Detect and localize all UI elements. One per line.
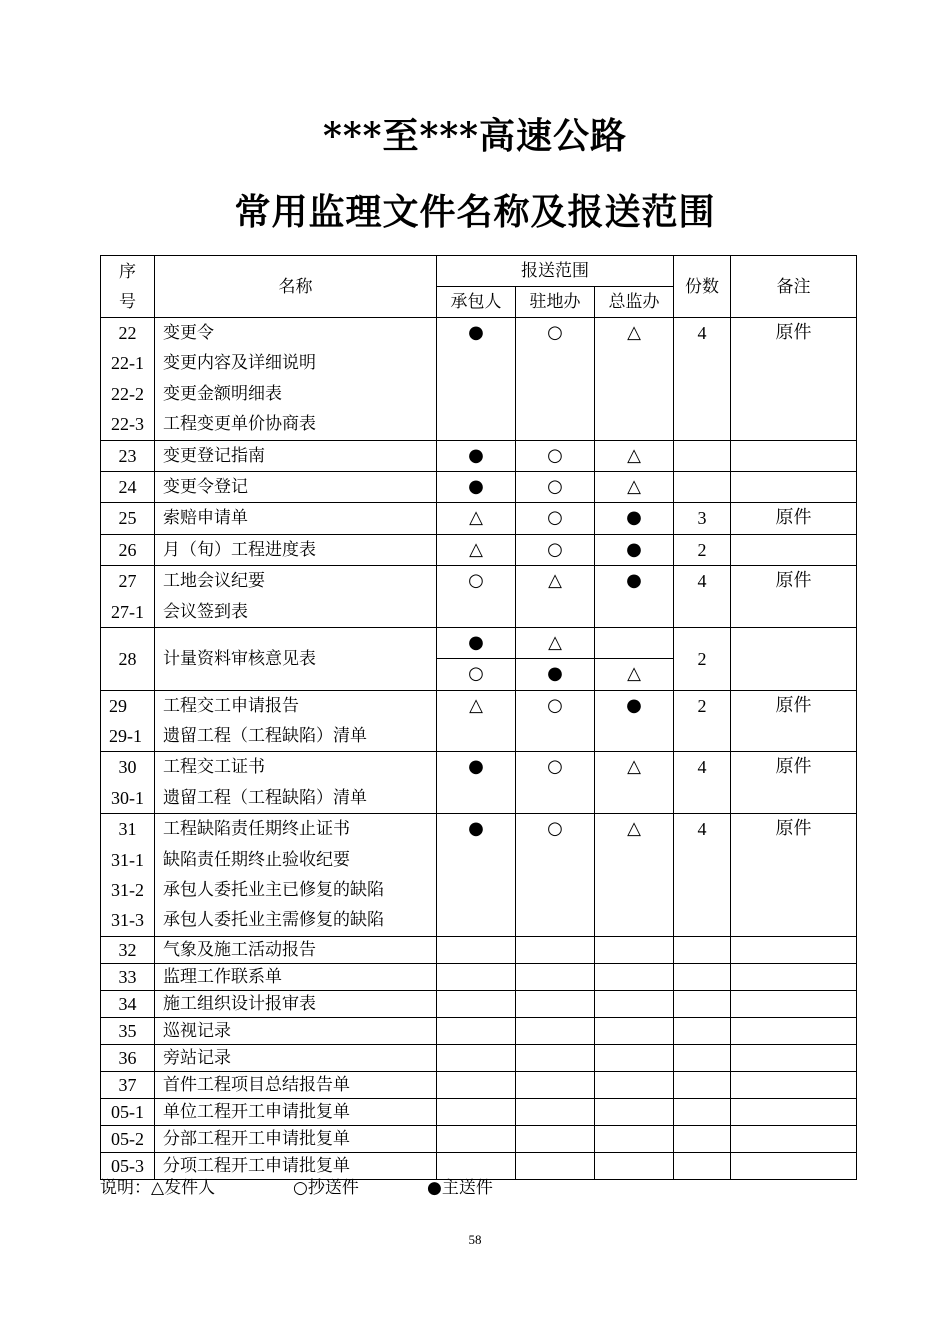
contractor-mark: [437, 690, 516, 752]
copies-value: 4: [697, 571, 707, 592]
remark: [731, 1125, 857, 1152]
contractor-mark: [437, 471, 516, 502]
chief-office-mark: [595, 627, 674, 658]
table-row: [101, 1071, 857, 1098]
copies: [674, 1044, 731, 1071]
chief-office-mark-value: ●: [626, 538, 642, 560]
contractor-mark-value: △: [469, 538, 483, 560]
resident-office-mark-value: ○: [547, 538, 563, 560]
chief-office-mark: [595, 1152, 674, 1179]
document-name: [155, 1017, 437, 1044]
row-number-text: 30: [118, 757, 137, 778]
header-seq-line2: 号: [119, 291, 136, 312]
remark: [731, 534, 857, 565]
document-name-text: 月（旬）工程进度表: [163, 539, 316, 560]
document-name: [155, 440, 437, 471]
resident-office-mark-value: ○: [547, 694, 563, 716]
row-number-text: 27: [118, 571, 137, 592]
row-number-text: 25: [118, 508, 137, 529]
chief-office-mark: [595, 814, 674, 937]
document-name-text: 承包人委托业主已修复的缺陷: [163, 880, 384, 901]
document-name-text: 承包人委托业主需修复的缺陷: [163, 910, 384, 931]
document-name-text: 缺陷责任期终止验收纪要: [163, 849, 350, 870]
resident-office-mark-value: ○: [547, 475, 563, 497]
resident-office-mark-value: ●: [547, 663, 563, 685]
document-name-text: 索赔申请单: [163, 508, 248, 529]
row-number-text: 32: [118, 939, 137, 960]
resident-office-mark: [516, 963, 595, 990]
remark-value: [731, 472, 856, 502]
chief-office-mark: [595, 1017, 674, 1044]
resident-office-mark: [516, 752, 595, 814]
resident-office-mark-value: ○: [547, 507, 563, 529]
chief-office-mark-value: ●: [626, 694, 642, 716]
document-subtitle: 常用监理文件名称及报送范围: [234, 192, 716, 233]
contractor-mark-value: ○: [468, 663, 484, 685]
row-number-text: 05-1: [111, 1101, 144, 1122]
row-number: [101, 752, 155, 814]
resident-office-mark: [516, 936, 595, 963]
copies: [674, 534, 731, 565]
copies: [674, 690, 731, 752]
table-row: [101, 1017, 857, 1044]
document-name-text: 监理工作联系单: [163, 966, 282, 987]
remark-value: [731, 535, 856, 565]
row-number-text: 22-3: [111, 414, 144, 435]
table-row: [101, 936, 857, 963]
chief-office-mark-value: △: [627, 475, 641, 497]
chief-office-mark: [595, 963, 674, 990]
copies-value: 2: [697, 539, 707, 560]
legend-sender: △发件人: [151, 1178, 216, 1198]
document-name-text: 变更内容及详细说明: [163, 353, 316, 374]
contractor-mark-value: △: [469, 507, 483, 529]
copies: [674, 1071, 731, 1098]
copies: [674, 1152, 731, 1179]
legend: [100, 1175, 493, 1201]
document-name-text: 工地会议纪要: [163, 571, 265, 592]
contractor-mark: [437, 659, 516, 690]
remark: [731, 936, 857, 963]
header-seq: [101, 256, 155, 318]
chief-office-mark: [595, 534, 674, 565]
document-name-text: 巡视记录: [163, 1020, 231, 1041]
chief-office-mark-value: △: [627, 663, 641, 685]
document-name-text: 变更金额明细表: [163, 383, 282, 404]
row-number-text: 33: [118, 966, 137, 987]
contractor-mark: [437, 534, 516, 565]
resident-office-mark: [516, 627, 595, 658]
document-name: [155, 627, 437, 690]
document-name-text: 单位工程开工申请批复单: [163, 1101, 350, 1122]
chief-office-mark: [595, 1098, 674, 1125]
document-name-text: 遗留工程（工程缺陷）清单: [163, 787, 367, 808]
header-scope: 报送范围: [437, 256, 674, 287]
remark: [731, 690, 857, 752]
remark: [731, 318, 857, 441]
resident-office-mark: [516, 318, 595, 441]
document-name-text: 变更令: [163, 323, 214, 343]
chief-office-mark: [595, 318, 674, 441]
document-name-text: 气象及施工活动报告: [163, 939, 316, 960]
resident-office-mark: [516, 534, 595, 565]
row-number: [101, 990, 155, 1017]
resident-office-mark: [516, 1125, 595, 1152]
row-number-text: 27-1: [111, 601, 144, 622]
chief-office-mark-value: △: [627, 756, 641, 778]
contractor-mark-value: ●: [468, 322, 484, 343]
document-name: [155, 503, 437, 534]
remark: [731, 1152, 857, 1179]
header-name: 名称: [155, 256, 437, 318]
remark-value: [731, 644, 856, 674]
contractor-mark: [437, 1098, 516, 1125]
remark: [731, 1071, 857, 1098]
contractor-mark-value: ●: [468, 475, 484, 497]
document-name: [155, 471, 437, 502]
document-name: [155, 1125, 437, 1152]
chief-office-mark-value: ●: [626, 507, 642, 529]
row-number-text: 35: [118, 1020, 137, 1041]
legend-prefix: 说明：: [100, 1178, 151, 1198]
contractor-mark-value: ●: [468, 756, 484, 778]
contractor-mark: [437, 1017, 516, 1044]
chief-office-mark: [595, 566, 674, 628]
table-row: [101, 1098, 857, 1125]
legend-main-recipient: ●主送件: [427, 1178, 493, 1198]
chief-office-mark-value: △: [627, 444, 641, 466]
row-number: [101, 440, 155, 471]
contractor-mark-value: ●: [468, 444, 484, 466]
document-name-text: 施工组织设计报审表: [163, 993, 316, 1014]
contractor-mark: [437, 990, 516, 1017]
resident-office-mark: [516, 1071, 595, 1098]
document-name-text: 旁站记录: [163, 1047, 231, 1068]
row-number: [101, 627, 155, 690]
remark: [731, 1044, 857, 1071]
document-name-text: 分项工程开工申请批复单: [163, 1155, 350, 1176]
row-number-text: 24: [118, 476, 137, 497]
document-name-text: 分部工程开工申请批复单: [163, 1128, 350, 1149]
remark-value: 原件: [775, 694, 812, 716]
chief-office-mark: [595, 471, 674, 502]
resident-office-mark-value: △: [548, 570, 562, 592]
copies: [674, 814, 731, 937]
copies: [674, 440, 731, 471]
document-table: [100, 255, 857, 1180]
row-number-text: 22-1: [111, 353, 144, 374]
contractor-mark: [437, 440, 516, 471]
remark: [731, 566, 857, 628]
table-row: [101, 503, 857, 534]
row-number-text: 22: [118, 323, 137, 343]
resident-office-mark: [516, 471, 595, 502]
document-name-text: 首件工程项目总结报告单: [163, 1074, 350, 1095]
row-number-text: 30-1: [111, 787, 144, 808]
contractor-mark-value: ●: [468, 818, 484, 840]
contractor-mark: [437, 318, 516, 441]
contractor-mark-value: ●: [468, 631, 484, 653]
chief-office-mark-value: △: [627, 818, 641, 840]
resident-office-mark: [516, 440, 595, 471]
copies: [674, 1098, 731, 1125]
row-number: [101, 1044, 155, 1071]
chief-office-mark: [595, 752, 674, 814]
document-name: [155, 1071, 437, 1098]
resident-office-mark-value: ○: [547, 756, 563, 778]
document-name-text: 变更登记指南: [163, 445, 265, 466]
row-number-text: 05-2: [111, 1128, 144, 1149]
remark: [731, 814, 857, 937]
document-name-text: 计量资料审核意见表: [163, 648, 316, 669]
remark: [731, 503, 857, 534]
row-number: [101, 690, 155, 752]
copies: [674, 471, 731, 502]
row-number-text: 29-1: [109, 726, 142, 747]
copies: [674, 1017, 731, 1044]
document-title: ***至***高速公路: [323, 115, 627, 157]
contractor-mark: [437, 566, 516, 628]
row-number: [101, 1017, 155, 1044]
table-row: [101, 534, 857, 565]
copies: [674, 963, 731, 990]
table-row: [101, 566, 857, 628]
contractor-mark: [437, 1044, 516, 1071]
table-row: [101, 471, 857, 502]
document-name: [155, 1044, 437, 1071]
remark: [731, 963, 857, 990]
row-number: [101, 1098, 155, 1125]
contractor-mark: [437, 627, 516, 658]
copies: [674, 752, 731, 814]
copies-value: [674, 472, 730, 502]
contractor-mark-value: ○: [468, 570, 484, 592]
chief-office-mark-value: [595, 628, 673, 658]
document-name: [155, 566, 437, 628]
document-name-text: 工程变更单价协商表: [163, 414, 316, 435]
row-number: [101, 566, 155, 628]
copies: [674, 566, 731, 628]
table-row: [101, 752, 857, 814]
row-number-text: 36: [118, 1047, 137, 1068]
document-name: [155, 1098, 437, 1125]
document-name: [155, 690, 437, 752]
copies-value: [674, 441, 730, 471]
table-row: [101, 318, 857, 441]
copies: [674, 1125, 731, 1152]
remark-value: [731, 441, 856, 471]
remark: [731, 752, 857, 814]
table-row: [101, 814, 857, 937]
document-name-text: 工程缺陷责任期终止证书: [163, 819, 350, 840]
copies-value: 2: [697, 648, 707, 669]
remark-value: 原件: [775, 322, 812, 343]
document-name-text: 变更令登记: [163, 476, 248, 497]
chief-office-mark: [595, 936, 674, 963]
resident-office-mark-value: ○: [547, 818, 563, 840]
contractor-mark: [437, 1125, 516, 1152]
copies: [674, 627, 731, 690]
row-number: [101, 1125, 155, 1152]
table-body: [101, 318, 857, 1180]
chief-office-mark: [595, 1071, 674, 1098]
page-number: 58: [468, 1232, 482, 1247]
chief-office-mark: [595, 1125, 674, 1152]
row-number: [101, 963, 155, 990]
remark: [731, 1098, 857, 1125]
header-seq-line1: 序: [119, 261, 136, 282]
remark-value: 原件: [775, 818, 812, 840]
resident-office-mark: [516, 1044, 595, 1071]
remark: [731, 1017, 857, 1044]
chief-office-mark-value: △: [627, 322, 641, 343]
row-number: [101, 936, 155, 963]
row-number-text: 31-3: [111, 910, 144, 931]
table-row: [101, 690, 857, 752]
document-name-text: 工程交工证书: [163, 757, 265, 778]
resident-office-mark: [516, 690, 595, 752]
row-number-text: 26: [118, 539, 137, 560]
document-name: [155, 318, 437, 441]
remark-value: 原件: [775, 756, 812, 778]
contractor-mark-value: △: [469, 694, 483, 716]
resident-office-mark-value: △: [548, 631, 562, 653]
header-chief-office: 总监办: [595, 287, 674, 318]
table-row: [101, 990, 857, 1017]
row-number: [101, 503, 155, 534]
document-name-text: 工程交工申请报告: [163, 695, 299, 716]
contractor-mark: [437, 936, 516, 963]
resident-office-mark: [516, 990, 595, 1017]
table-row: [101, 1125, 857, 1152]
row-number-text: 22-2: [111, 383, 144, 404]
document-name: [155, 534, 437, 565]
header-row: [101, 256, 857, 287]
resident-office-mark: [516, 659, 595, 690]
copies-value: 4: [697, 819, 707, 840]
row-number-text: 31-2: [111, 880, 144, 901]
row-number: [101, 471, 155, 502]
remark-value: 原件: [775, 507, 812, 529]
table-row: [101, 440, 857, 471]
remark: [731, 627, 857, 690]
document-name: [155, 936, 437, 963]
resident-office-mark: [516, 1152, 595, 1179]
row-number-text: 37: [118, 1074, 137, 1095]
chief-office-mark: [595, 659, 674, 690]
chief-office-mark: [595, 503, 674, 534]
row-number-text: 28: [118, 648, 137, 669]
row-number: [101, 318, 155, 441]
header-remarks: 备注: [731, 256, 857, 318]
row-number-text: 23: [118, 445, 137, 466]
row-number-text: 34: [118, 993, 137, 1014]
chief-office-mark: [595, 440, 674, 471]
row-number-text: 05-3: [111, 1155, 144, 1176]
copies: [674, 990, 731, 1017]
copies-value: 2: [697, 695, 707, 716]
table-row: [101, 1044, 857, 1071]
copies: [674, 503, 731, 534]
copies-value: 3: [697, 508, 707, 529]
table-row: [101, 627, 857, 658]
header-copies: 份数: [674, 256, 731, 318]
document-name: [155, 990, 437, 1017]
contractor-mark: [437, 752, 516, 814]
contractor-mark: [437, 1071, 516, 1098]
copies-value: 4: [697, 757, 707, 778]
row-number-text: 31: [118, 819, 137, 840]
document-name: [155, 814, 437, 937]
remark: [731, 471, 857, 502]
remark-value: 原件: [775, 570, 812, 592]
row-number-text: 29: [109, 695, 127, 716]
row-number: [101, 814, 155, 937]
chief-office-mark: [595, 990, 674, 1017]
legend-cc: ○抄送件: [293, 1178, 359, 1198]
contractor-mark: [437, 963, 516, 990]
resident-office-mark: [516, 814, 595, 937]
contractor-mark: [437, 814, 516, 937]
row-number: [101, 534, 155, 565]
header-resident-office: 驻地办: [516, 287, 595, 318]
document-name-text: 遗留工程（工程缺陷）清单: [163, 726, 367, 747]
chief-office-mark-value: ●: [626, 570, 642, 592]
table-row: [101, 963, 857, 990]
header-contractor: 承包人: [437, 287, 516, 318]
row-number: [101, 1071, 155, 1098]
resident-office-mark: [516, 503, 595, 534]
copies: [674, 318, 731, 441]
row-number-text: 31-1: [111, 849, 144, 870]
resident-office-mark: [516, 1098, 595, 1125]
copies-value: 4: [697, 323, 707, 343]
resident-office-mark: [516, 566, 595, 628]
chief-office-mark: [595, 690, 674, 752]
remark: [731, 440, 857, 471]
copies: [674, 936, 731, 963]
contractor-mark: [437, 503, 516, 534]
resident-office-mark-value: ○: [547, 322, 563, 343]
resident-office-mark: [516, 1017, 595, 1044]
resident-office-mark-value: ○: [547, 444, 563, 466]
chief-office-mark: [595, 1044, 674, 1071]
document-name: [155, 963, 437, 990]
document-name-text: 会议签到表: [163, 601, 248, 622]
document-name: [155, 752, 437, 814]
remark: [731, 990, 857, 1017]
